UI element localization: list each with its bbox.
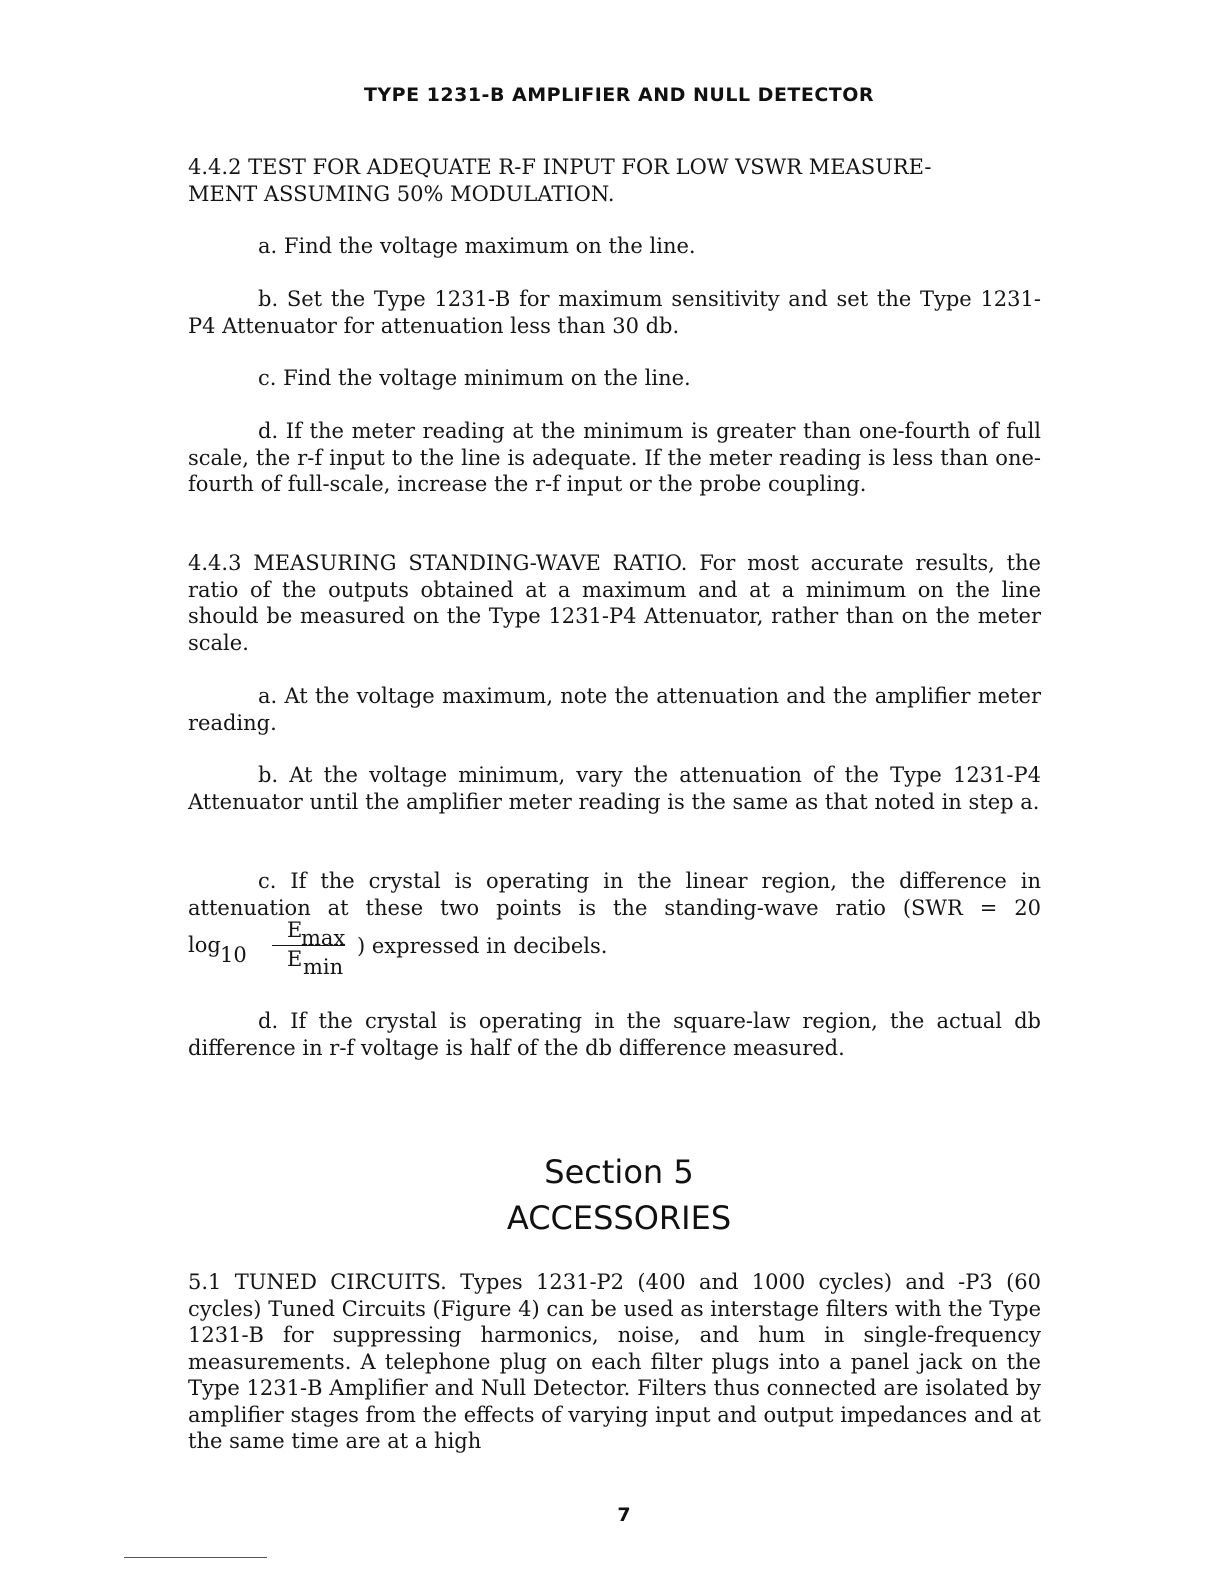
step-4-4-3-a: a. At the voltage maximum, note the attenuation and the amplifier meter reading. xyxy=(188,684,1041,735)
heading-4-4-2-line2: MENT ASSUMING 50% MODULATION. xyxy=(188,181,615,206)
section-name-title: ACCESSORIES xyxy=(506,1199,732,1237)
section-number-title: Section 5 xyxy=(544,1153,694,1191)
formula-log-subscript: 10 xyxy=(220,943,247,967)
formula-suffix: ) expressed in decibels. xyxy=(357,934,608,958)
step-4-4-2-b: b. Set the Type 1231-B for maximum sensitivity and set the Type 1231-P4 Attenuator for attenuation less than 30 db. xyxy=(188,287,1041,338)
swr-formula xyxy=(188,916,788,982)
step-4-4-3-c: c. If the crystal is operating in the linear region, the difference in attenuation at these two points is the standing-wave ratio (SWR = 20 xyxy=(188,869,1041,920)
formula-log: log xyxy=(188,933,221,957)
heading-4-4-2 xyxy=(188,154,1041,207)
step-4-4-2-c: c. Find the voltage minimum on the line. xyxy=(258,366,691,390)
page-number: 7 xyxy=(617,1504,631,1526)
step-4-4-2-a: a. Find the voltage maximum on the line. xyxy=(258,234,696,258)
formula-numerator: E xyxy=(287,918,303,942)
para-4-4-3: 4.4.3 MEASURING STANDING-WAVE RATIO. For most accurate results, the ratio of the outputs obtained at a maximum and at a minimum on the line should be measured on the Type 1231-P4 Attenuator, rather than on the meter scale. xyxy=(188,551,1041,655)
step-4-4-2-d: d. If the meter reading at the minimum is greater than one-fourth of full scale, the r-f input to the line is adequate. If the meter reading is less than one-fourth of full-scale, increase the r-f input or the probe coupling. xyxy=(188,419,1041,496)
formula-denominator-subscript: min xyxy=(303,955,344,979)
step-4-4-3-d: d. If the crystal is operating in the square-law region, the actual db difference in r-f voltage is half of the db difference measured. xyxy=(188,1009,1041,1060)
footnote-rule xyxy=(124,1557,267,1558)
fraction-bar xyxy=(272,945,345,946)
formula-denominator: E xyxy=(287,947,303,971)
formula-numerator-subscript: max xyxy=(301,926,346,950)
heading-4-4-2-line1: 4.4.2 TEST FOR ADEQUATE R-F INPUT FOR LOW VSWR MEASURE- xyxy=(188,155,932,179)
para-5-1: 5.1 TUNED CIRCUITS. Types 1231-P2 (400 and 1000 cycles) and -P3 (60 cycles) Tuned Circuits (Figure 4) can be used as interstage filters with the Type 1231-B for suppressing harmonics, noise, and hum in single-frequency measurements. A telephone plug on each filter plugs into a panel jack on the Type 1231-B Amplifier and Null Detector. Filters thus connected are isolated by amplifier stages from the effects of varying input and output impedances and at the same time are at a high xyxy=(188,1270,1041,1453)
running-head: TYPE 1231-B AMPLIFIER AND NULL DETECTOR xyxy=(363,84,875,106)
step-4-4-3-b: b. At the voltage minimum, vary the attenuation of the Type 1231-P4 Attenuator until the amplifier meter reading is the same as that noted in step a. xyxy=(188,763,1041,814)
